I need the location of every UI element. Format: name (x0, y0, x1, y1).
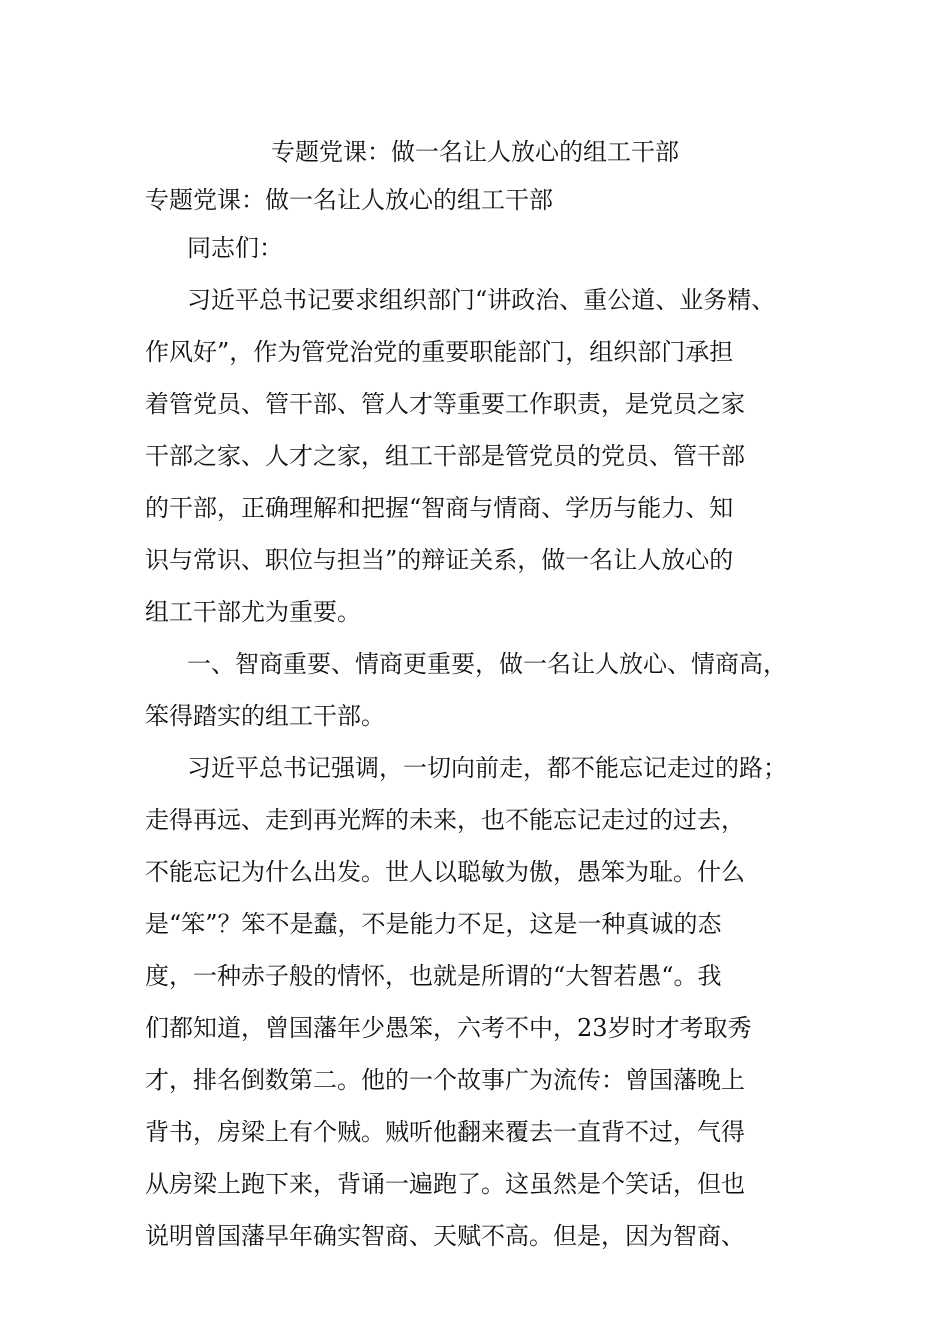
paragraph-line: 的干部，正确理解和把握“智商与情商、学历与能力、知 (145, 494, 734, 522)
paragraph-line: 习近平总书记强调，一切向前走，都不能忘记走过的路； (187, 754, 787, 782)
paragraph-line: 同志们： (187, 234, 283, 262)
paragraph-line: 组工干部尤为重要。 (145, 598, 361, 626)
paragraph-line: 从房梁上跑下来，背诵一遍跑了。这虽然是个笑话，但也 (145, 1170, 745, 1198)
paragraph-line: 习近平总书记要求组织部门“讲政治、重公道、业务精、 (187, 286, 776, 314)
paragraph-line: 走得再远、走到再光辉的未来，也不能忘记走过的过去， (145, 806, 745, 834)
paragraph-line: 是“笨”？笨不是蠢，不是能力不足，这是一种真诚的态 (145, 910, 722, 938)
paragraph-line: 说明曾国藩早年确实智商、天赋不高。但是，因为智商、 (145, 1222, 745, 1250)
paragraph-line: 度，一种赤子般的情怀，也就是所谓的“大智若愚“。我 (145, 962, 722, 990)
paragraph-line: 们都知道，曾国藩年少愚笨，六考不中，23岁时才考取秀 (145, 1014, 752, 1042)
paragraph-line: 背书，房梁上有个贼。贼听他翻来覆去一直背不过，气得 (145, 1118, 745, 1146)
paragraph-line: 才，排名倒数第二。他的一个故事广为流传：曾国藩晚上 (145, 1066, 745, 1094)
paragraph-line: 着管党员、管干部、管人才等重要工作职责，是党员之家 (145, 390, 745, 418)
section-heading: 一、智商重要、情商更重要，做一名让人放心、情商高， (187, 650, 787, 678)
paragraph-line: 作风好”，作为管党治党的重要职能部门，组织部门承担 (145, 338, 734, 366)
document-title: 专题党课：做一名让人放心的组工干部 (271, 138, 679, 166)
paragraph-line: 识与常识、职位与担当”的辩证关系，做一名让人放心的 (145, 546, 734, 574)
document-subtitle: 专题党课：做一名让人放心的组工干部 (145, 186, 553, 214)
document-body (145, 178, 825, 1262)
paragraph-line: 不能忘记为什么出发。世人以聪敏为傲，愚笨为耻。什么 (145, 858, 745, 886)
section-heading-continued: 笨得踏实的组工干部。 (145, 702, 385, 730)
paragraph-line: 干部之家、人才之家，组工干部是管党员的党员、管干部 (145, 442, 745, 470)
